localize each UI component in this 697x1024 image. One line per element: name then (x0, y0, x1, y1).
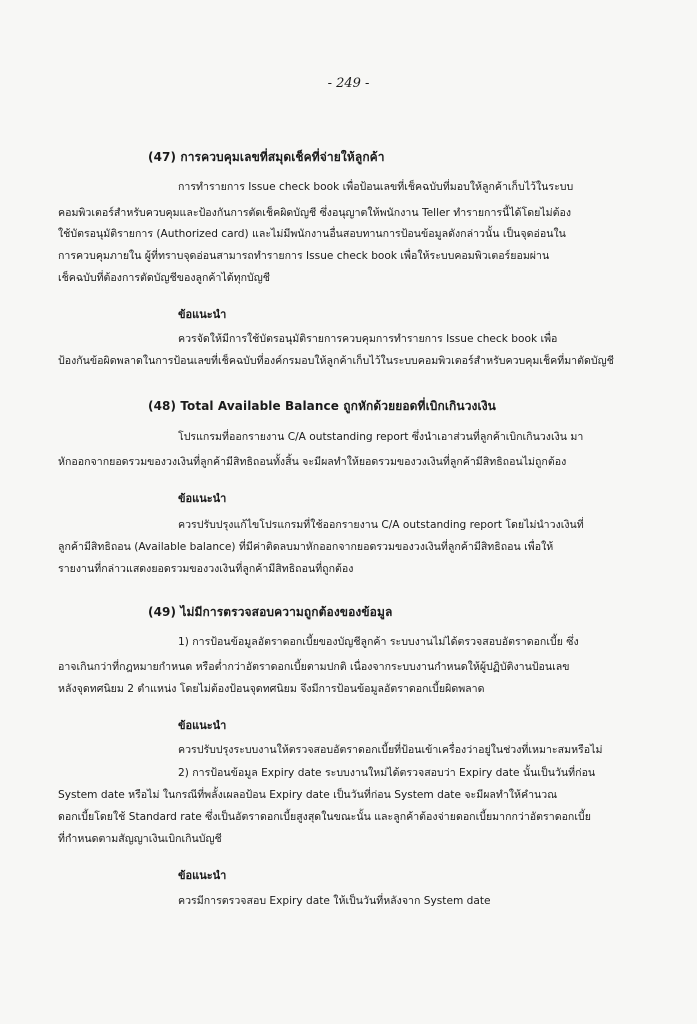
section-48-line: หักออกจากยอดรวมของวงเงินที่ลูกค้ามีสิทธิถอนทั้งสิ้น จะมีผลทำให้ยอดรวมของวงเงินที่ลูกค้ามีสิทธิถอนไม่ถูกต้อง (58, 456, 567, 468)
section-47-line: การทำรายการ Issue check book เพื่อป้อนเลขที่เช็คฉบับที่มอบให้ลูกค้าเก็บไว้ในระบบ (178, 181, 574, 193)
section-48-advice-line: รายงานที่กล่าวแสดงยอดรวมของวงเงินที่ลูกค้ามีสิทธิถอนที่ถูกต้อง (58, 563, 354, 575)
section-47-line: ใช้บัตรอนุมัติรายการ (Authorized card) และไม่มีพนักงานอื่นสอบทานการป้อนข้อมูลดังกล่าวนั้น เป็นจุดอ่อนใน (58, 228, 566, 240)
section-47-line: เช็คฉบับที่ต้องการตัดบัญชีของลูกค้าได้ทุกบัญชี (58, 272, 270, 284)
section-49-line: อาจเกินกว่าที่กฎหมายกำหนด หรือต่ำกว่าอัตราดอกเบี้ยตามปกติ เนื่องจากระบบงานกำหนดให้ผู้ปฏิบัติงานป้อนเลข (58, 661, 570, 673)
section-48-line: โปรแกรมที่ออกรายงาน C/A outstanding report ซึ่งนำเอาส่วนที่ลูกค้าเบิกเกินวงเงิน มา (178, 431, 584, 443)
section-47-line: การควบคุมภายใน ผู้ที่ทราบจุดอ่อนสามารถทำรายการ Issue check book เพื่อให้ระบบคอมพิวเตอร์ยอมผ่าน (58, 250, 550, 262)
section-47-advice-label: ข้อแนะนำ (178, 308, 227, 321)
section-47-line: คอมพิวเตอร์สำหรับควบคุมและป้องกันการตัดเช็คผิดบัญชี ซึ่งอนุญาตให้พนักงาน Teller ทำรายการนี้ได้โดยไม่ต้อง (58, 207, 572, 219)
section-49-line: ดอกเบี้ยโดยใช้ Standard rate ซึ่งเป็นอัตราดอกเบี้ยสูงสุดในขณะนั้น และลูกค้าต้องจ่ายดอกเบี้ยมากกว่าอัตราดอกเบี้ย (58, 811, 591, 823)
section-47-advice-line: ควรจัดให้มีการใช้บัตรอนุมัติรายการควบคุมการทำรายการ Issue check book เพื่อ (178, 333, 558, 345)
section-49-advice-label: ข้อแนะนำ (178, 719, 227, 732)
section-49-line: 1) การป้อนข้อมูลอัตราดอกเบี้ยของบัญชีลูกค้า ระบบงานไม่ได้ตรวจสอบอัตราดอกเบี้ย ซึ่ง (178, 636, 579, 648)
section-49-line: หลังจุดทศนิยม 2 ตำแหน่ง โดยไม่ต้องป้อนจุดทศนิยม จึงมีการป้อนข้อมูลอัตราดอกเบี้ยผิดพลาด (58, 683, 485, 695)
section-48-advice-label: ข้อแนะนำ (178, 492, 227, 505)
section-49-advice-line: ควรมีการตรวจสอบ Expiry date ให้เป็นวันที่หลังจาก System date (178, 895, 491, 907)
section-47-advice-line: ป้องกันข้อผิดพลาดในการป้อนเลขที่เช็คฉบับที่องค์กรมอบให้ลูกค้าเก็บไว้ในระบบคอมพิวเตอร์สำหรับควบคุมเช็คที่มาตัดบัญชี (58, 355, 614, 367)
section-48-advice-line: ลูกค้ามีสิทธิถอน (Available balance) ที่มีค่าติดลบมาหักออกจากยอดรวมของวงเงินที่ลูกค้ามีสิทธิถอน เพื่อให้ (58, 541, 554, 553)
page-number: - 249 - (327, 76, 370, 91)
section-49-line: System date หรือไม่ ในกรณีที่พลั้งเผลอป้อน Expiry date เป็นวันที่ก่อน System date จะมีผลทำให้คำนวณ (58, 789, 558, 801)
section-48-heading: (48) Total Available Balance ถูกหักด้วยยอดที่เบิกเกินวงเงิน (148, 399, 496, 413)
section-49-advice-line: ควรปรับปรุงระบบงานให้ตรวจสอบอัตราดอกเบี้ยที่ป้อนเข้าเครื่องว่าอยู่ในช่วงที่เหมาะสมหรือไม่ (178, 744, 603, 756)
section-48-advice-line: ควรปรับปรุงแก้ไขโปรแกรมที่ใช้ออกรายงาน C/A outstanding report โดยไม่นำวงเงินที่ (178, 519, 584, 531)
section-47-heading: (47) การควบคุมเลขที่สมุดเช็คที่จ่ายให้ลูกค้า (148, 150, 385, 164)
section-49-advice-label: ข้อแนะนำ (178, 869, 227, 882)
section-49-line: ที่กำหนดตามสัญญาเงินเบิกเกินบัญชี (58, 833, 222, 845)
section-49-heading: (49) ไม่มีการตรวจสอบความถูกต้องของข้อมูล (148, 605, 393, 619)
section-49-line: 2) การป้อนข้อมูล Expiry date ระบบงานใหม่ได้ตรวจสอบว่า Expiry date นั้นเป็นวันที่ก่อน (178, 767, 596, 779)
